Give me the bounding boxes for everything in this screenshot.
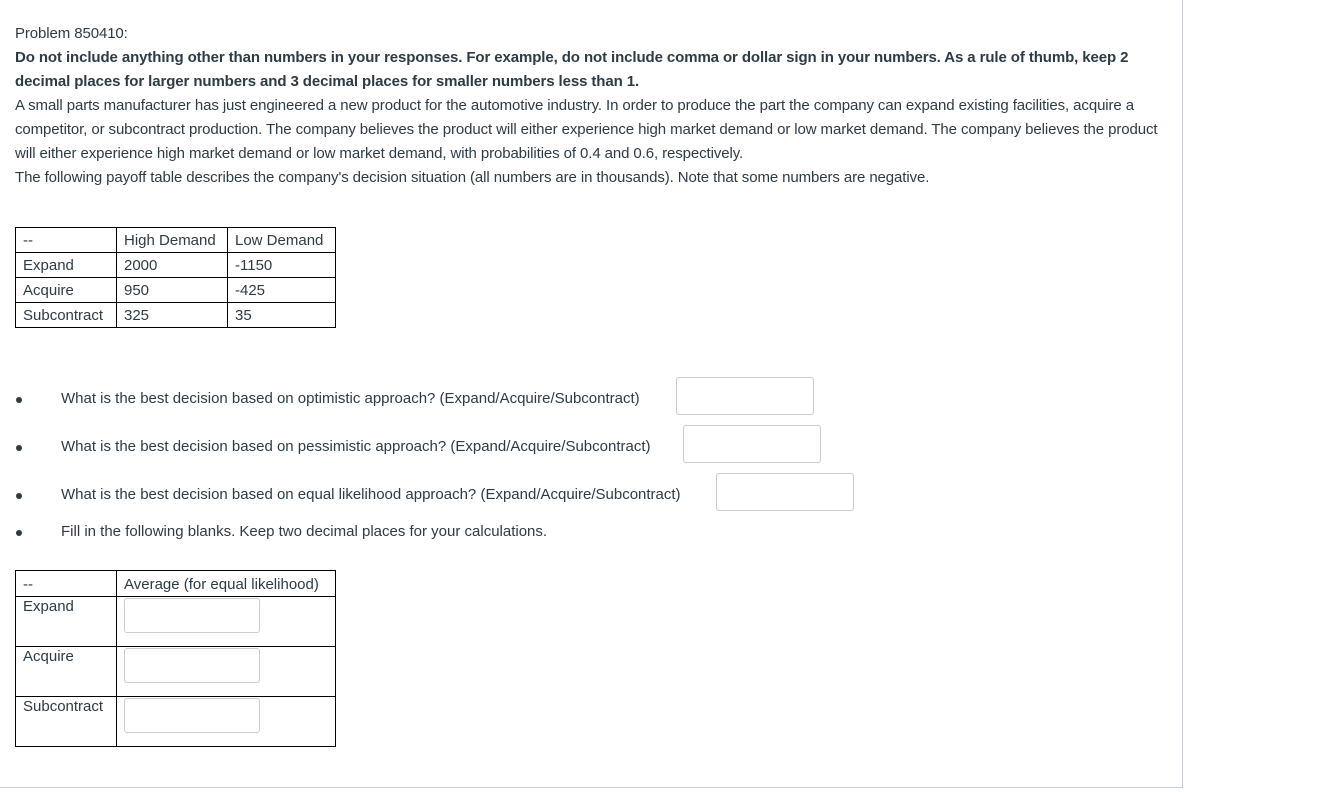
question-equal-likelihood-text: What is the best decision based on equal likelihood approach? (Expand/Acquire/Subcontract) (61, 486, 681, 503)
payoff-header-low-demand: Low Demand (228, 228, 336, 253)
payoff-cell-expand-high: 2000 (117, 253, 228, 278)
payoff-row-label-subcontract: Subcontract (16, 303, 117, 328)
payoff-header-high-demand: High Demand (117, 228, 228, 253)
average-row-label-acquire: Acquire (16, 647, 117, 697)
table-row (16, 253, 336, 278)
bullet-icon (16, 397, 22, 403)
average-header-corner: -- (16, 571, 117, 597)
bullet-icon (16, 493, 22, 499)
payoff-intro-text: The following payoff table describes the company's decision situation (all numbers are in thousands). Note that some numbers are negative. (15, 169, 930, 186)
table-row (16, 597, 336, 647)
payoff-table (15, 227, 336, 328)
table-row (16, 647, 336, 697)
payoff-row-label-acquire: Acquire (16, 278, 117, 303)
payoff-cell-acquire-high: 950 (117, 278, 228, 303)
table-row (16, 303, 336, 328)
acquire-average-input[interactable] (124, 648, 260, 683)
average-table (15, 570, 336, 747)
bullet-icon (16, 530, 22, 536)
instructions-text: Do not include anything other than numbers in your responses. For example, do not include comma or dollar sign in your numbers. As a rule of thumb, keep 2 decimal places for larger numbers and 3 decimal places for smaller numbers less than 1. (15, 49, 1129, 90)
payoff-table-header-row (16, 228, 336, 253)
table-row (16, 278, 336, 303)
fill-blanks-instruction: Fill in the following blanks. Keep two decimal places for your calculations. (61, 523, 548, 540)
payoff-cell-subcontract-low: 35 (228, 303, 336, 328)
payoff-cell-subcontract-high: 325 (117, 303, 228, 328)
bullet-icon (16, 445, 22, 451)
payoff-row-label-expand: Expand (16, 253, 117, 278)
problem-title: Problem 850410: (15, 25, 128, 42)
average-cell-acquire (117, 647, 336, 697)
payoff-header-corner: -- (16, 228, 117, 253)
equal-likelihood-answer-input[interactable] (716, 473, 854, 511)
subcontract-average-input[interactable] (124, 698, 260, 733)
scenario-text: A small parts manufacturer has just engineered a new product for the automotive industry. In order to produce the part the company can expand existing facilities, acquire a competitor, or subcontract production. The company believes the product will either experience high market demand or low market demand. The company believes the product will either experience high market demand or low market demand, with probabilities of 0.4 and 0.6, respectively. (15, 97, 1158, 162)
expand-average-input[interactable] (124, 598, 260, 633)
average-cell-subcontract (117, 697, 336, 747)
table-row (16, 697, 336, 747)
average-header-label: Average (for equal likelihood) (117, 571, 336, 597)
pessimistic-answer-input[interactable] (683, 425, 821, 463)
average-cell-expand (117, 597, 336, 647)
question-optimistic-text: What is the best decision based on optimistic approach? (Expand/Acquire/Subcontract) (61, 390, 640, 407)
average-row-label-expand: Expand (16, 597, 117, 647)
average-row-label-subcontract: Subcontract (16, 697, 117, 747)
question-pessimistic-text: What is the best decision based on pessimistic approach? (Expand/Acquire/Subcontract) (61, 438, 651, 455)
payoff-cell-acquire-low: -425 (228, 278, 336, 303)
average-table-header-row (16, 571, 336, 597)
optimistic-answer-input[interactable] (676, 377, 814, 415)
payoff-cell-expand-low: -1150 (228, 253, 336, 278)
